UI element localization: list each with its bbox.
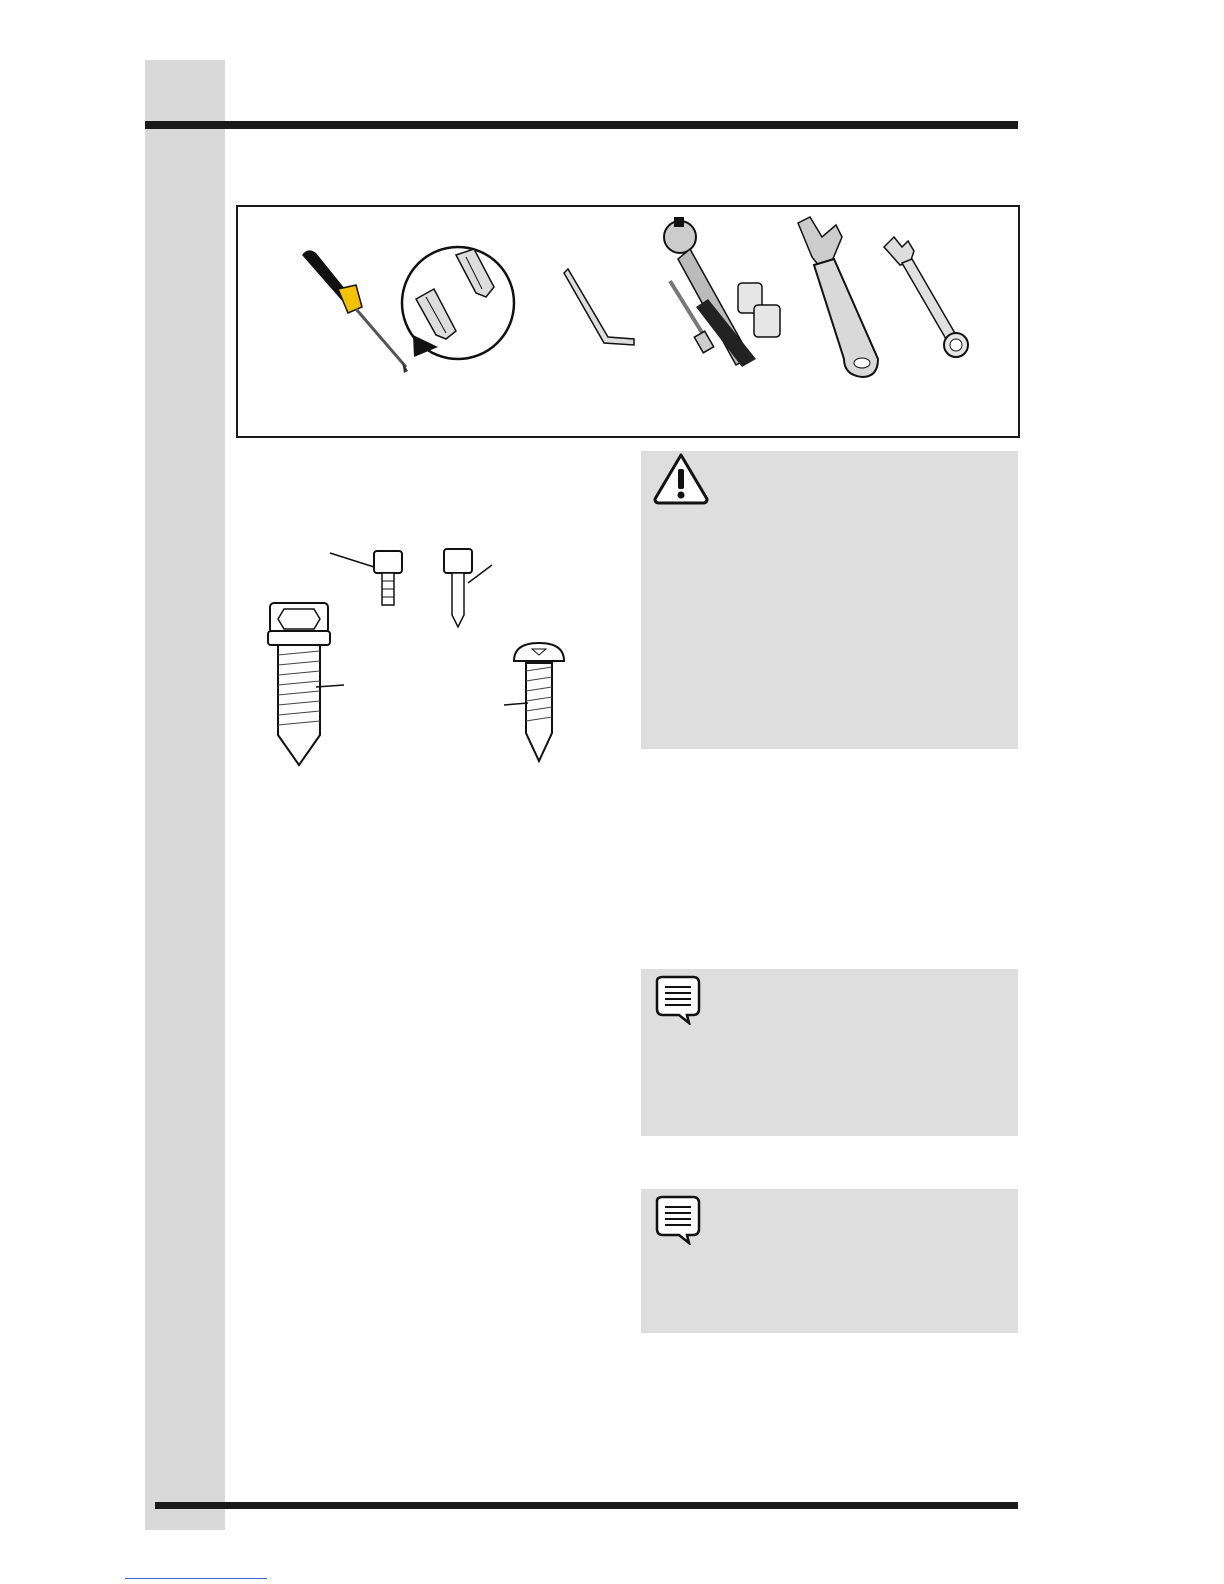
screws-diagram [250, 535, 590, 775]
warning-triangle-icon [651, 451, 711, 505]
note-speech-bubble-icon [651, 969, 701, 1025]
tools-needed-box [236, 205, 1020, 438]
note-panel [641, 1189, 1018, 1333]
footer-link-underline[interactable] [125, 1578, 267, 1579]
note-panel [641, 969, 1018, 1136]
page-side-tab [145, 60, 225, 1530]
warning-panel [641, 451, 1018, 749]
footer-rule [155, 1502, 1018, 1509]
note-speech-bubble-icon [651, 1189, 701, 1245]
combination-wrench-icon [884, 237, 968, 357]
large-hex-lag-screw-icon [268, 603, 344, 765]
screwdriver-bits-icon [402, 247, 514, 359]
adjustable-wrench-icon [798, 217, 878, 377]
header-rule [145, 121, 1018, 129]
small-hex-screw-icon [444, 549, 492, 627]
socket-wrench-set-icon [664, 217, 780, 367]
phillips-pan-head-screw-icon [504, 643, 564, 761]
small-hex-bolt-icon [330, 551, 402, 605]
hex-key-icon [564, 269, 634, 345]
phillips-screwdriver-icon [302, 250, 408, 373]
